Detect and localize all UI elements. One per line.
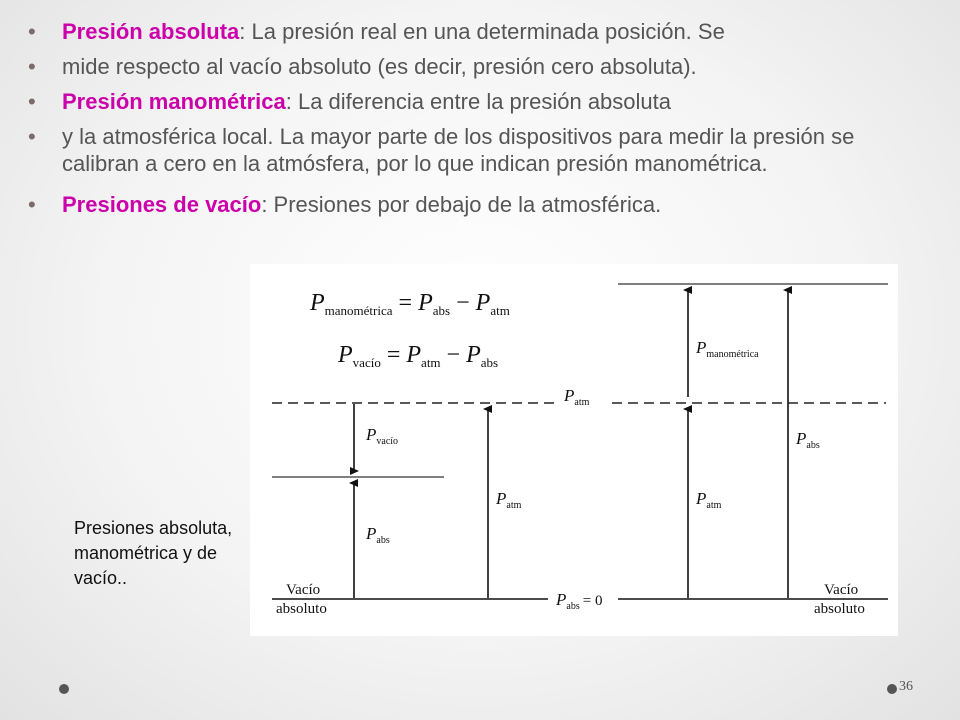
- label-absolute-vacuum-left-1: Vacío: [286, 582, 321, 598]
- bullet-absolute-pressure-cont: [26, 53, 926, 80]
- bullet-marker: •: [28, 124, 36, 149]
- footer-dot-left: [59, 684, 69, 694]
- bullet-marker: •: [28, 19, 36, 44]
- term-absolute-pressure: Presión absoluta: [62, 19, 240, 44]
- label-p-abs-low: $P_{abs}$: [366, 524, 390, 546]
- label-absolute-vacuum-right-1: Vacío: [824, 582, 859, 598]
- bullet-marker: •: [28, 192, 36, 217]
- footer-dot-right: [887, 684, 897, 694]
- bullet-text: y la atmosférica local. La mayor parte de los dispositivos para medir la presión se calibran a cero en la atmósfera, por lo que indican presión manométrica.: [62, 124, 855, 176]
- figure-caption: Presiones absoluta, manométrica y de vacío..: [74, 518, 233, 588]
- bullet-gauge-pressure-cont: [26, 123, 926, 177]
- label-p-abs-zero: $P_{abs} = 0$: [556, 590, 603, 612]
- label-p-vacuum: $P_{vacío}$: [366, 425, 399, 447]
- bullet-marker: •: [28, 54, 36, 79]
- label-p-gauge: $P_{manométrica}$: [696, 338, 759, 360]
- label-p-abs-high: $P_{abs}$: [796, 429, 820, 451]
- term-gauge-pressure: Presión manométrica: [62, 89, 286, 114]
- bullet-list: [26, 18, 926, 226]
- bullet-vacuum-pressure: [26, 191, 926, 218]
- bullet-text: : La diferencia entre la presión absoluta: [285, 89, 671, 114]
- label-absolute-vacuum-right-2: absoluto: [814, 601, 865, 617]
- label-absolute-vacuum-left-2: absoluto: [276, 601, 327, 617]
- pressure-diagram-svg: [250, 264, 898, 636]
- pressure-diagram: [250, 264, 898, 636]
- page-number: 36: [899, 679, 913, 694]
- equation-gauge: $P_{manométrica} = P_{abs} - P_{atm}$: [310, 290, 510, 318]
- label-p-atm-left: $P_{atm}$: [496, 489, 522, 511]
- bullet-gauge-pressure: [26, 88, 926, 115]
- bullet-marker: •: [28, 89, 36, 114]
- bullet-text: : Presiones por debajo de la atmosférica.: [261, 192, 662, 217]
- term-vacuum-pressure: Presiones de vacío: [62, 192, 262, 217]
- equation-vacuum: $P_{vacío} = P_{atm} - P_{abs}$: [338, 342, 499, 370]
- bullet-text: mide respecto al vacío absoluto (es decir, presión cero absoluta).: [62, 54, 697, 79]
- label-p-atm-right: $P_{atm}$: [696, 489, 722, 511]
- bullet-text: : La presión real en una determinada posición. Se: [239, 19, 725, 44]
- label-p-atm-center: $P_{atm}$: [564, 386, 590, 408]
- bullet-absolute-pressure: [26, 18, 926, 45]
